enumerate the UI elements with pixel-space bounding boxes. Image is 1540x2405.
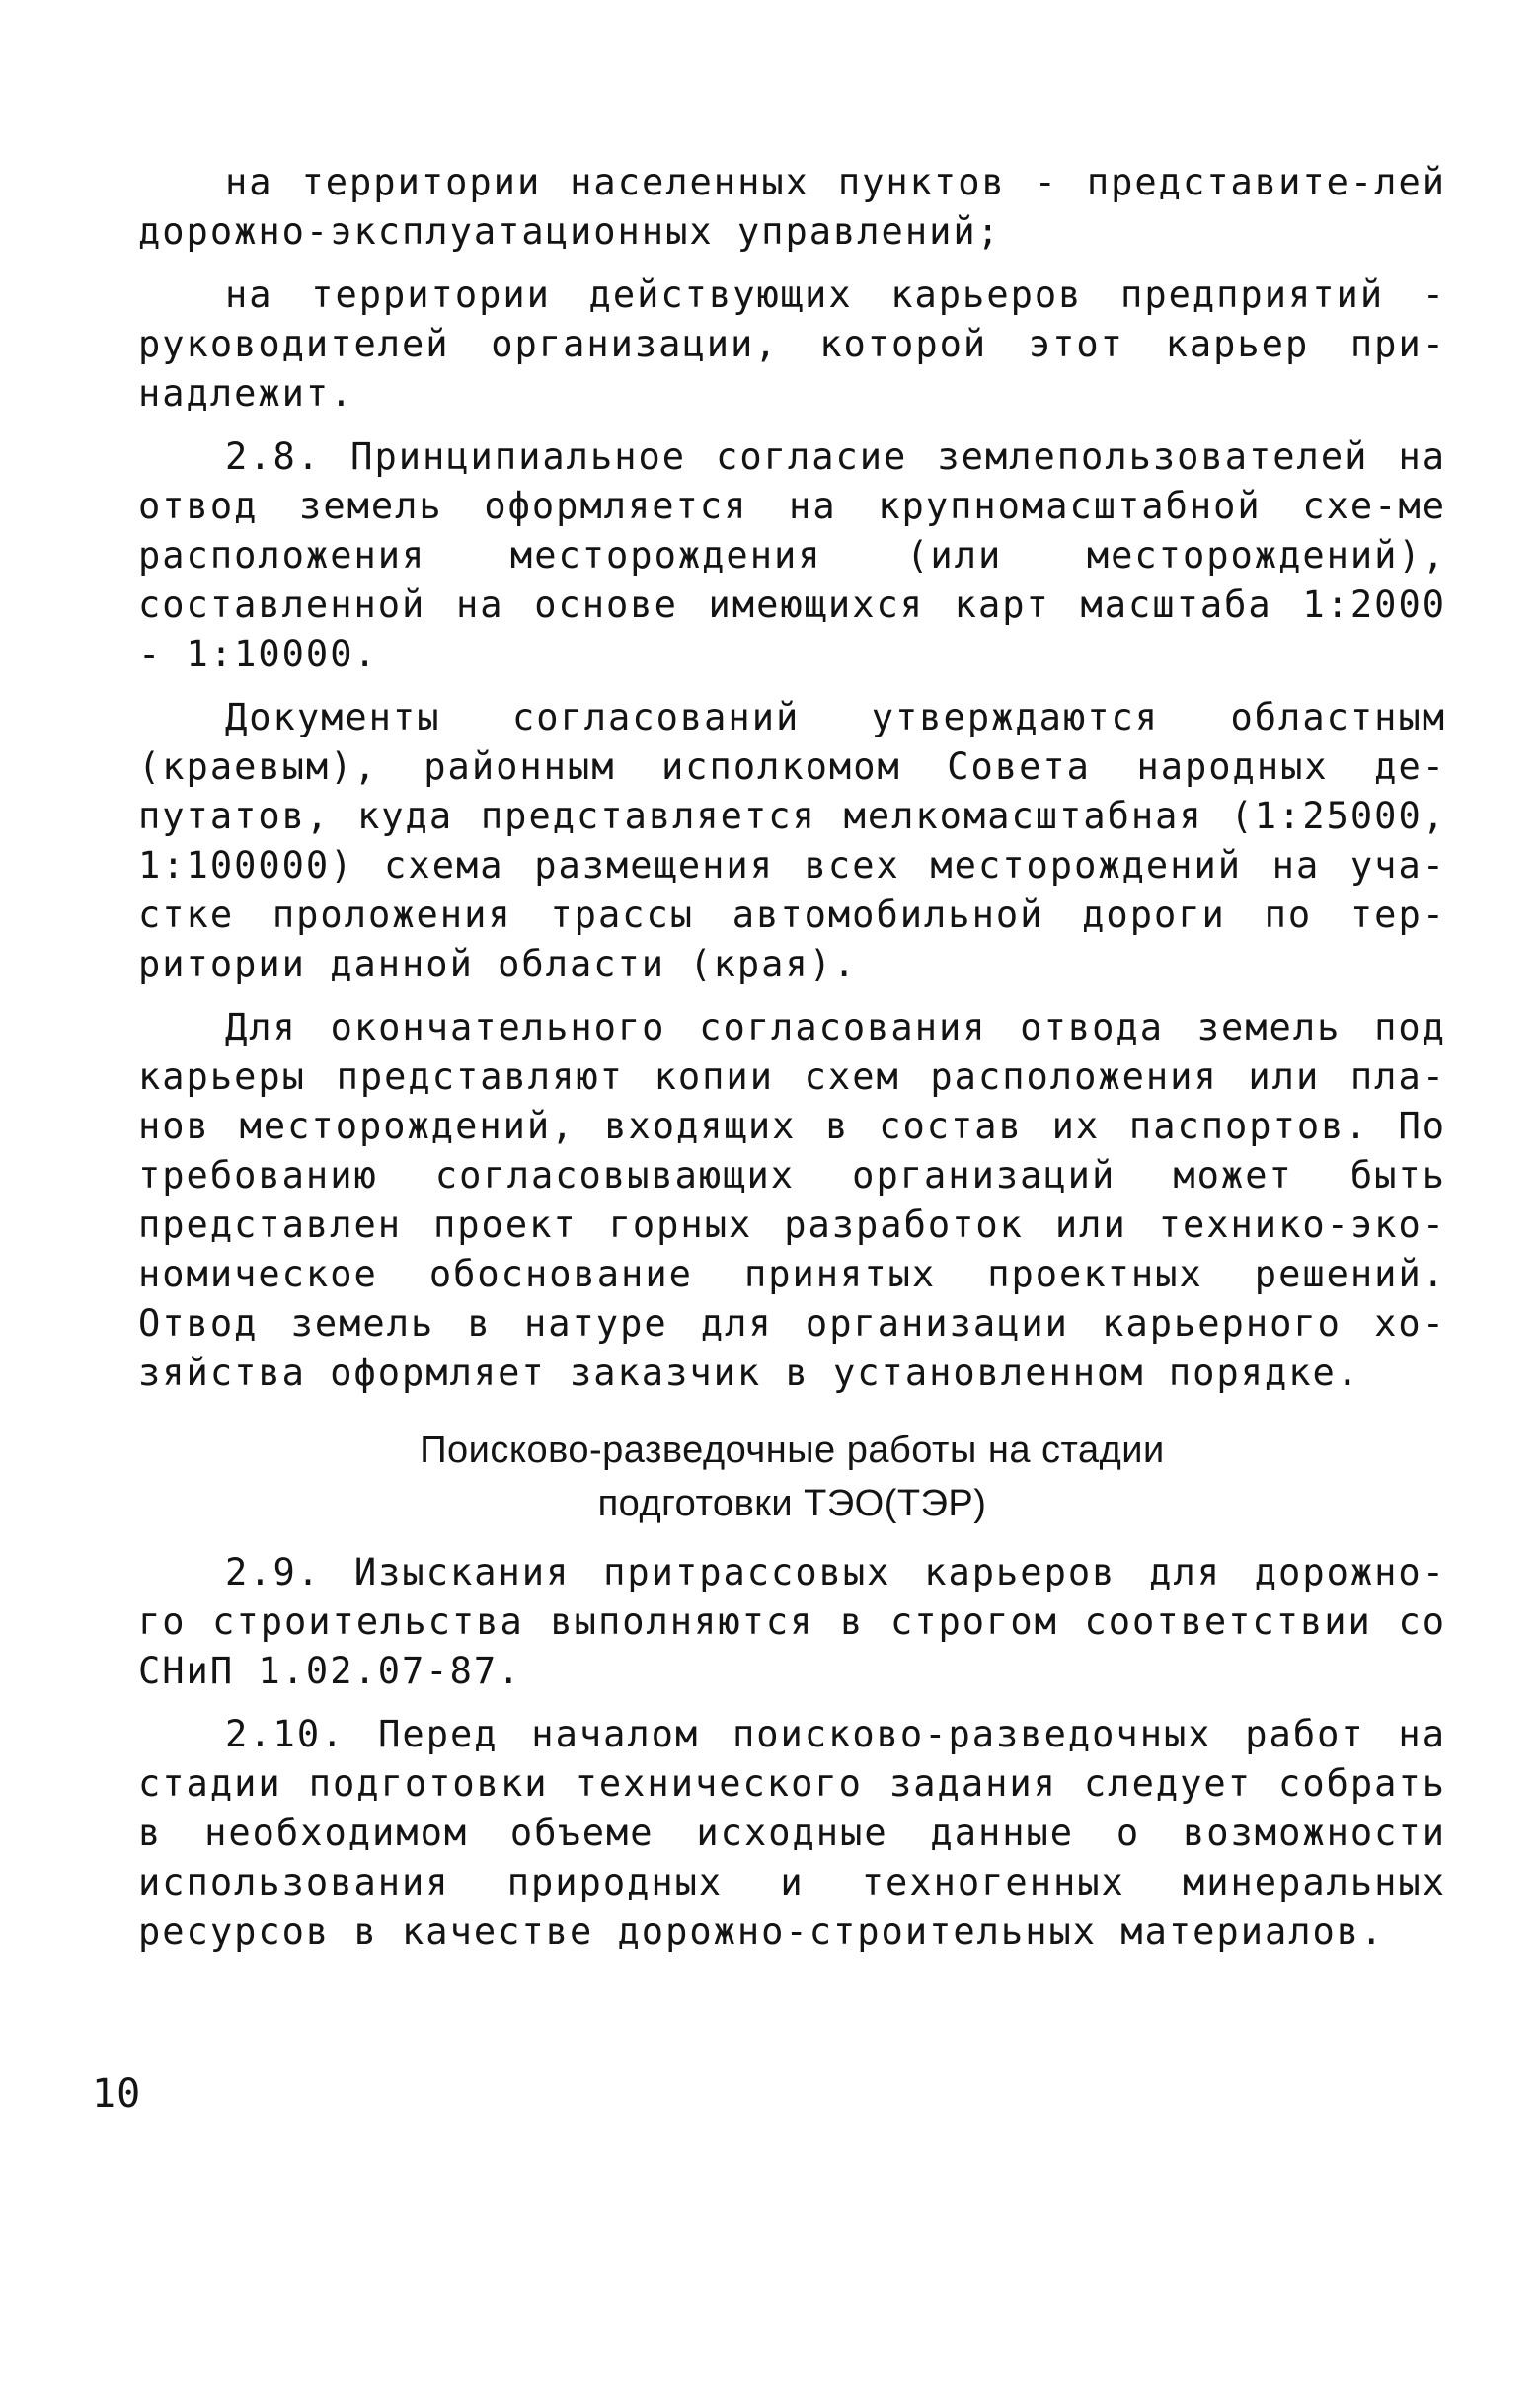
paragraph-road-authorities: на территории населенных пунктов - представите-лей дорожно-эксплуатационных управлений;: [138, 161, 1446, 253]
section-heading: [138, 1424, 1446, 1530]
main-text-block-top: [138, 158, 1446, 1398]
page-number: 10: [92, 2071, 142, 2117]
section-heading-line-1: Поисково-разведочные работы на стадии: [420, 1430, 1165, 1471]
paragraph-approval-documents: Документы согласований утверждаются областным (краевым), районным исполкомом Совета народных де-путатов, куда представляется мелкомасштабная (1:25000, 1:100000) схема размещения всех месторождений на уча-стке проложения трассы автомобильной дороги по тер-ритории данной области (края).: [138, 696, 1446, 985]
paragraph-quarry-owners: на территории действующих карьеров предприятий - руководителей организации, которой этот карьер при-надлежит.: [138, 273, 1446, 415]
paragraph-2-10-preliminary-data: 2.10. Перед началом поисково-разведочных работ на стадии подготовки технического задания следует собрать в необходимом объеме исходные данные о возможности использования природных и техногенных минеральных ресурсов в качестве дорожно-строительных материалов.: [138, 1713, 1446, 1953]
paragraph-2-8-consent: 2.8. Принципиальное согласие землепользователей на отвод земель оформляется на крупномасштабной схе-ме расположения месторождения (или месторождений), составленной на основе имеющихся карт масштаба 1:2000 - 1:10000.: [138, 435, 1446, 675]
main-text-block-bottom: [138, 1548, 1446, 1957]
paragraph-final-approval: Для окончательного согласования отвода земель под карьеры представляют копии схем расположения или пла-нов месторождений, входящих в состав их паспортов. По требованию согласовывающих организаций может быть представлен проект горных разработок или технико-эко-номическое обоснование принятых проектных решений. Отвод земель в натуре для организации карьерного хо-зяйства оформляет заказчик в установленном порядке.: [138, 1006, 1446, 1394]
section-heading-line-2: подготовки ТЭО(ТЭР): [597, 1483, 987, 1524]
paragraph-2-9-surveys: 2.9. Изыскания притрассовых карьеров для дорожно-го строительства выполняются в строгом соответствии со СНиП 1.02.07-87.: [138, 1551, 1446, 1692]
